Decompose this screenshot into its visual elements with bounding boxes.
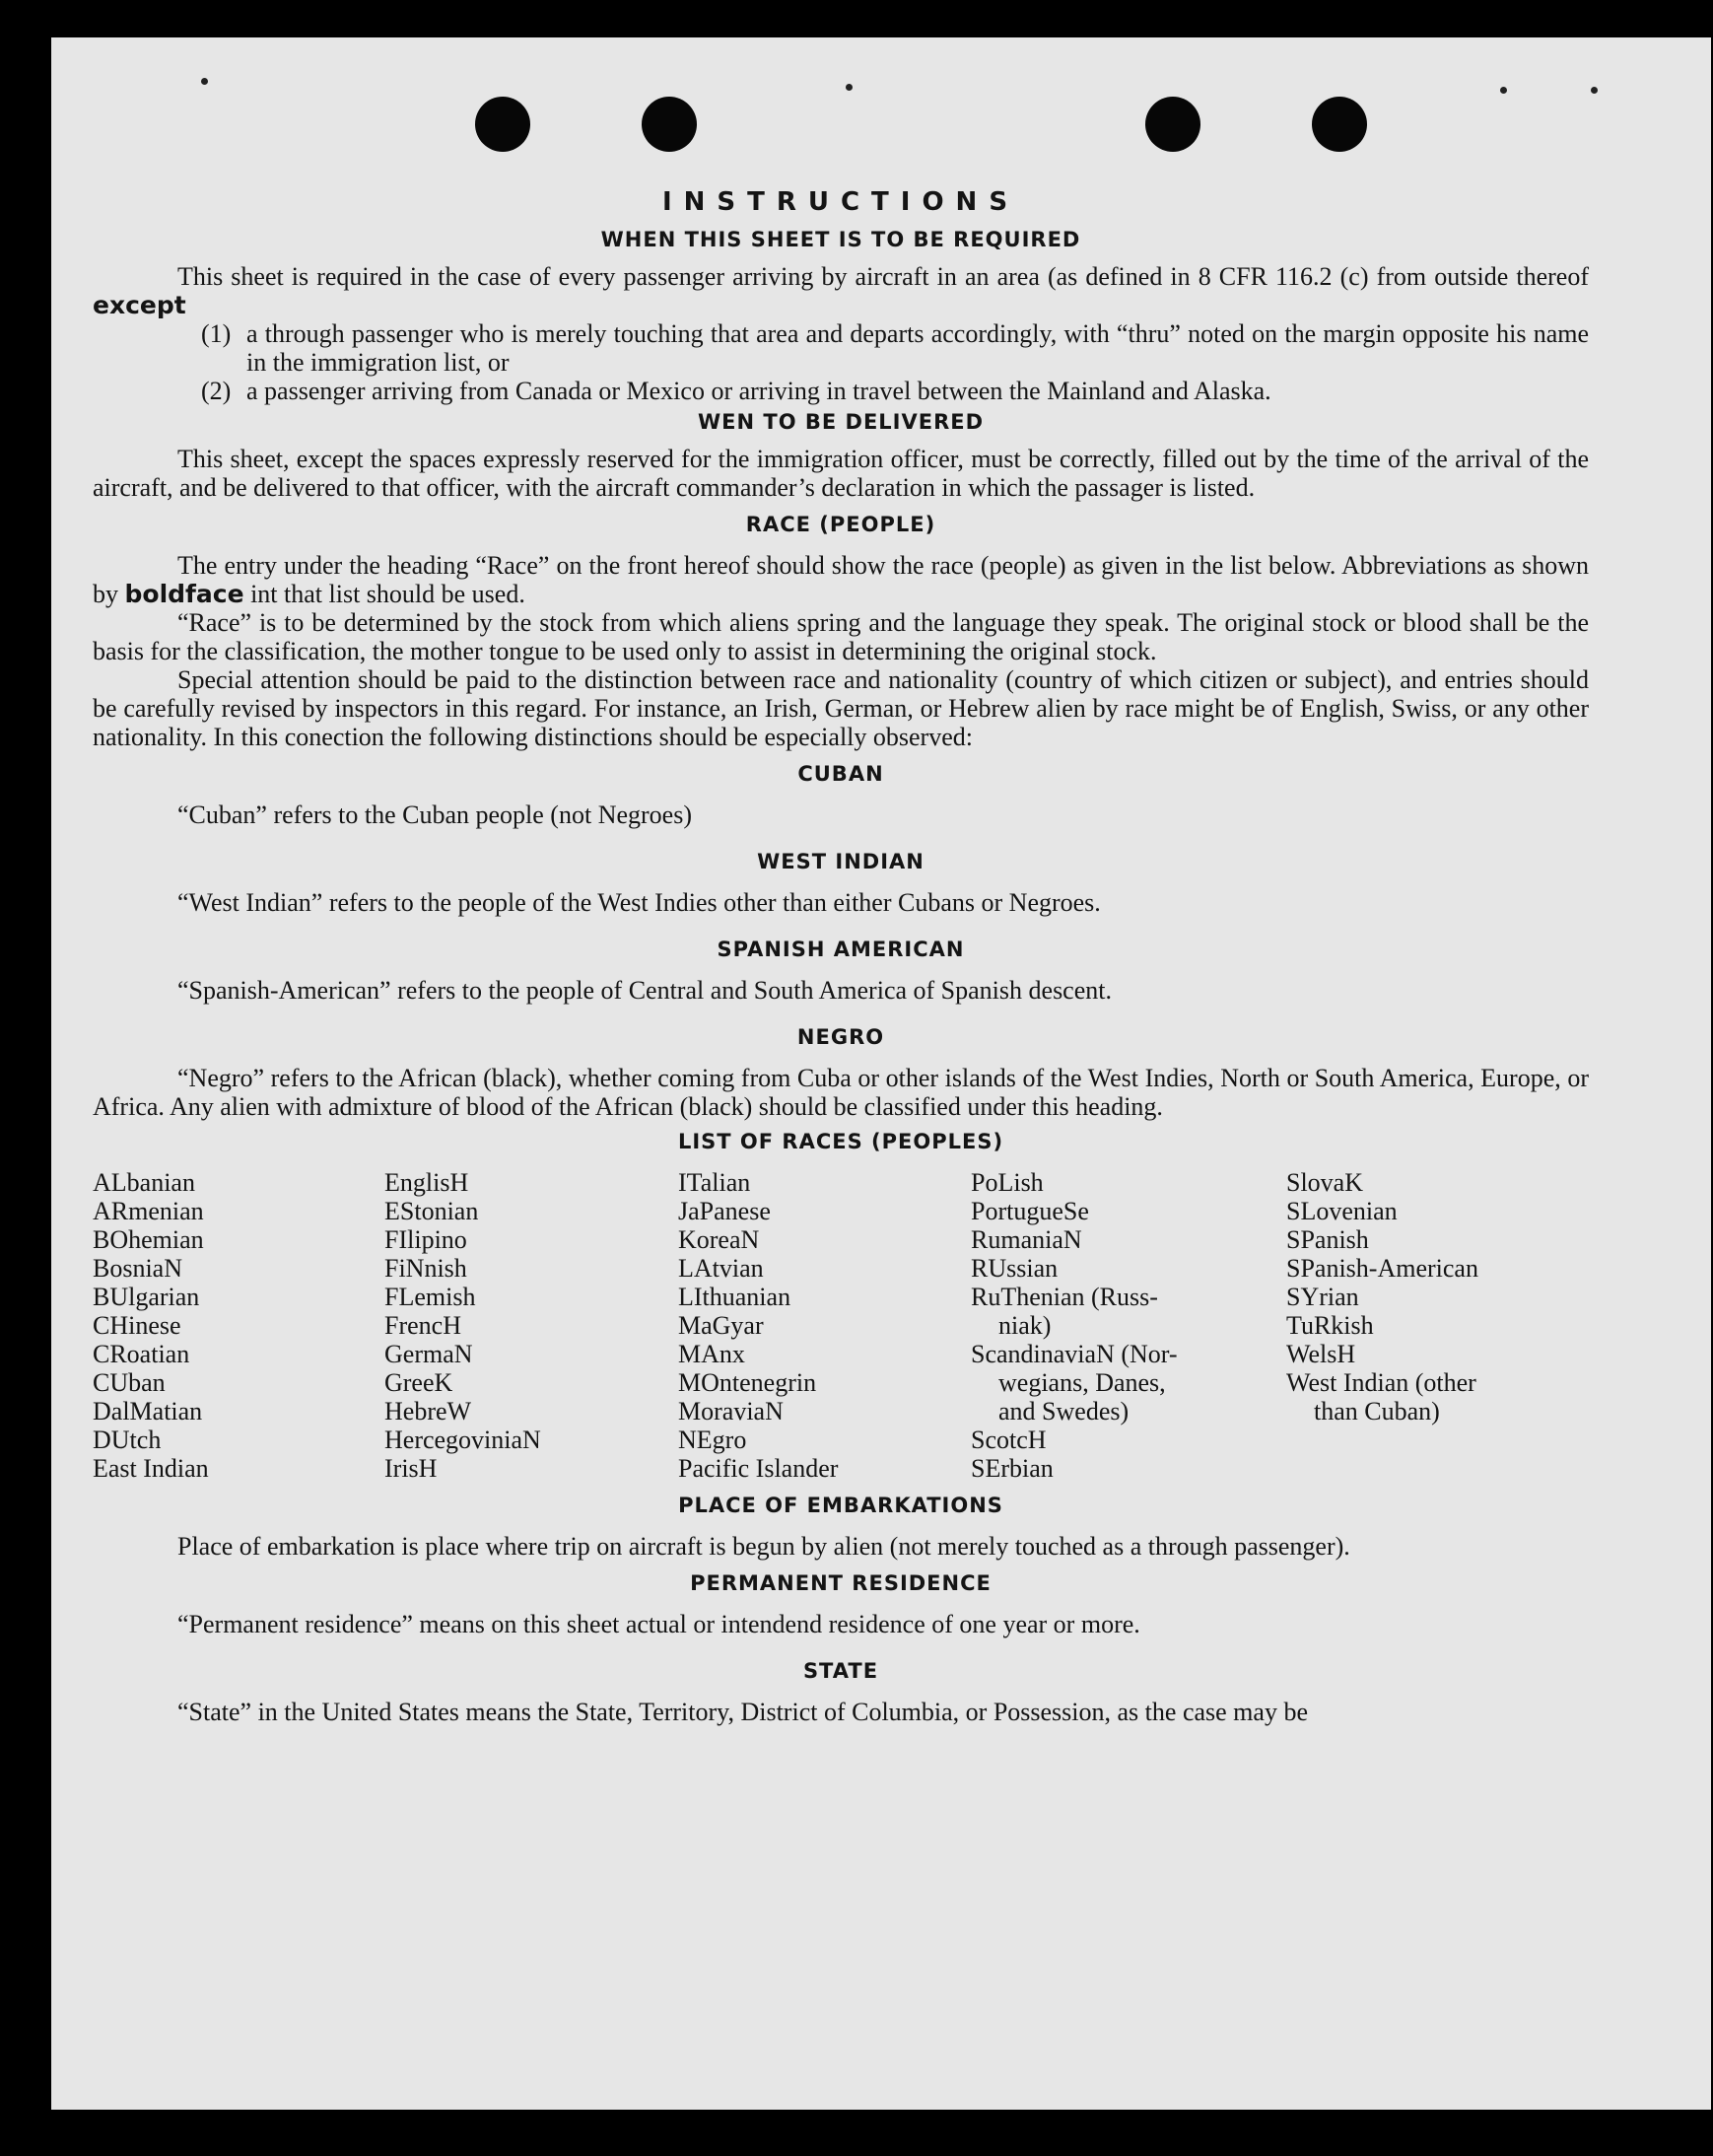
required-paragraph [93, 262, 1589, 319]
section-heading-residence: PERMANENT RESIDENCE [690, 1571, 992, 1595]
race-entry: ScotcH [971, 1426, 1047, 1454]
exception-item [201, 319, 1589, 377]
race-entry: DalMatian [93, 1397, 203, 1426]
race-entry: BosniaN [93, 1254, 182, 1283]
speck [1500, 87, 1507, 94]
race-paragraph-3: Special attention should be paid to the distinction between race and nationality (country of which citizen or subject), and entries should be carefully revised by inspectors in this regard. For instance, an Irish, German, or Hebrew alien by race might be of English, Swiss, or any other nationality. In this conection the following distinctions should be especially observed: [93, 665, 1589, 751]
race-entry: than Cuban) [1314, 1397, 1440, 1426]
section-heading-cuban: CUBAN [797, 762, 884, 786]
speck [846, 84, 853, 91]
west-indian-paragraph: “West Indian” refers to the people of the West Indies other than either Cubans or Negroes. [177, 888, 1101, 917]
race-entry: MaGyar [678, 1311, 764, 1340]
race-entry: WelsH [1286, 1340, 1356, 1368]
race-entry: PortugueSe [971, 1197, 1089, 1225]
race-entry: West Indian (other [1286, 1368, 1476, 1397]
race-entry: FrencH [384, 1311, 461, 1340]
races-column [971, 1168, 1178, 1483]
race-entry: LIthuanian [678, 1283, 791, 1311]
speck [1591, 87, 1598, 94]
race-entry: NEgro [678, 1426, 747, 1454]
race-entry: IrisH [384, 1454, 438, 1483]
race-entry: FIlipino [384, 1225, 467, 1254]
race-text: The entry under the heading “Race” on the front hereof should show the race (people) as given in the list below. Abbreviations as shown by [93, 551, 1589, 608]
item-text: a passenger arriving from Canada or Mexico or arriving in travel between the Mainland and Alaska. [246, 377, 1271, 405]
race-entry: HercegoviniaN [384, 1426, 541, 1454]
state-paragraph: “State” in the United States means the State, Territory, District of Columbia, or Possession, as the case may be [177, 1698, 1308, 1726]
punch-hole [1145, 97, 1200, 152]
race-entry: MOntenegrin [678, 1368, 817, 1397]
race-entry: SPanish-American [1286, 1254, 1478, 1283]
race-entry: CUban [93, 1368, 166, 1397]
race-entry: EStonian [384, 1197, 479, 1225]
section-heading-embarkation: PLACE OF EMBARKATIONS [678, 1494, 1003, 1517]
race-entry: GermaN [384, 1340, 473, 1368]
race-entry: RuThenian (Russ- [971, 1283, 1158, 1311]
races-column [1286, 1168, 1478, 1426]
race-entry: niak) [998, 1311, 1052, 1340]
race-entry: ITalian [678, 1168, 751, 1197]
race-paragraph-2: “Race” is to be determined by the stock from which aliens spring and the language they speak. The original stock or blood shall be the basis for the classification, the mother tongue to be used only to assist in determining the original stock. [93, 608, 1589, 665]
race-entry: EnglisH [384, 1168, 469, 1197]
race-entry: CRoatian [93, 1340, 190, 1368]
race-entry: BUlgarian [93, 1283, 200, 1311]
race-entry: SlovaK [1286, 1168, 1363, 1197]
exception-item [201, 377, 1589, 405]
embarkation-paragraph: Place of embarkation is place where trip on aircraft is begun by alien (not merely touched as a through passenger). [177, 1532, 1350, 1561]
residence-paragraph: “Permanent residence” means on this sheet actual or intendend residence of one year or more. [177, 1610, 1140, 1638]
race-entry: DUtch [93, 1426, 162, 1454]
race-entry: SLovenian [1286, 1197, 1398, 1225]
item-number: (1) [201, 319, 232, 348]
race-entry: RumaniaN [971, 1225, 1082, 1254]
page-title: INSTRUCTIONS [661, 187, 1020, 217]
race-entry: SPanish [1286, 1225, 1369, 1254]
section-heading-spanish-american: SPANISH AMERICAN [717, 938, 965, 961]
race-entry: LAtvian [678, 1254, 764, 1283]
section-heading-state: STATE [802, 1659, 879, 1683]
race-entry: wegians, Danes, [998, 1368, 1166, 1397]
document-page [51, 37, 1711, 2110]
races-column [678, 1168, 838, 1483]
race-entry: and Swedes) [998, 1397, 1130, 1426]
except-word: except [93, 291, 186, 319]
section-heading-delivered: WEN TO BE DELIVERED [697, 410, 985, 434]
race-entry: ALbanian [93, 1168, 195, 1197]
cuban-paragraph: “Cuban” refers to the Cuban people (not Negroes) [177, 800, 692, 829]
race-entry: MAnx [678, 1340, 745, 1368]
race-entry: SErbian [971, 1454, 1054, 1483]
race-entry: FLemish [384, 1283, 476, 1311]
punch-hole [642, 97, 697, 152]
negro-paragraph: “Negro” refers to the African (black), whether coming from Cuba or other islands of the West Indies, North or South America, Europe, or Africa. Any alien with admixture of blood of the African (black) should be classified under this heading. [93, 1064, 1589, 1121]
race-entry: GreeK [384, 1368, 453, 1397]
race-entry: SYrian [1286, 1283, 1359, 1311]
punch-hole [475, 97, 530, 152]
section-heading-negro: NEGRO [796, 1025, 885, 1049]
section-heading-race: RACE (PEOPLE) [745, 513, 936, 536]
race-entry: RUssian [971, 1254, 1059, 1283]
instructions-content [93, 185, 1589, 1726]
race-entry: HebreW [384, 1397, 472, 1426]
race-paragraph-1 [93, 551, 1589, 608]
race-entry: KoreaN [678, 1225, 760, 1254]
race-text: int that list should be used. [250, 580, 525, 608]
section-heading-list: LIST OF RACES (PEOPLES) [677, 1130, 1004, 1153]
item-number: (2) [201, 377, 232, 405]
race-entry: MoraviaN [678, 1397, 784, 1426]
race-entry: JaPanese [678, 1197, 771, 1225]
races-list [93, 1168, 1589, 1489]
spanish-american-paragraph: “Spanish-American” refers to the people of Central and South America of Spanish descent. [177, 976, 1112, 1005]
punch-hole [1312, 97, 1367, 152]
boldface-word: boldface [124, 580, 244, 608]
item-text: a through passenger who is merely touching that area and departs accordingly, with “thru” noted on the margin opposite his name in the immigration list, or [246, 319, 1589, 377]
race-entry: CHinese [93, 1311, 181, 1340]
race-entry: TuRkish [1286, 1311, 1374, 1340]
delivered-paragraph: This sheet, except the spaces expressly reserved for the immigration officer, must be correctly, filled out by the time of the arrival of the aircraft, and be delivered to that officer, with the aircraft commander’s declaration in which the passager is listed. [93, 445, 1589, 502]
section-heading-west-indian: WEST INDIAN [757, 850, 925, 873]
race-entry: ARmenian [93, 1197, 204, 1225]
race-entry: FiNnish [384, 1254, 467, 1283]
race-entry: BOhemian [93, 1225, 204, 1254]
required-text: This sheet is required in the case of every passenger arriving by aircraft in an area (as defined in 8 CFR 116.2 (c) from outside thereof [177, 262, 1589, 291]
race-entry: East Indian [93, 1454, 209, 1483]
race-entry: ScandinaviaN (Nor- [971, 1340, 1178, 1368]
races-column [384, 1168, 541, 1483]
races-column [93, 1168, 209, 1483]
section-heading-required: WHEN THIS SHEET IS TO BE REQUIRED [600, 228, 1081, 251]
race-entry: PoLish [971, 1168, 1044, 1197]
race-entry: Pacific Islander [678, 1454, 839, 1483]
speck [201, 78, 208, 85]
